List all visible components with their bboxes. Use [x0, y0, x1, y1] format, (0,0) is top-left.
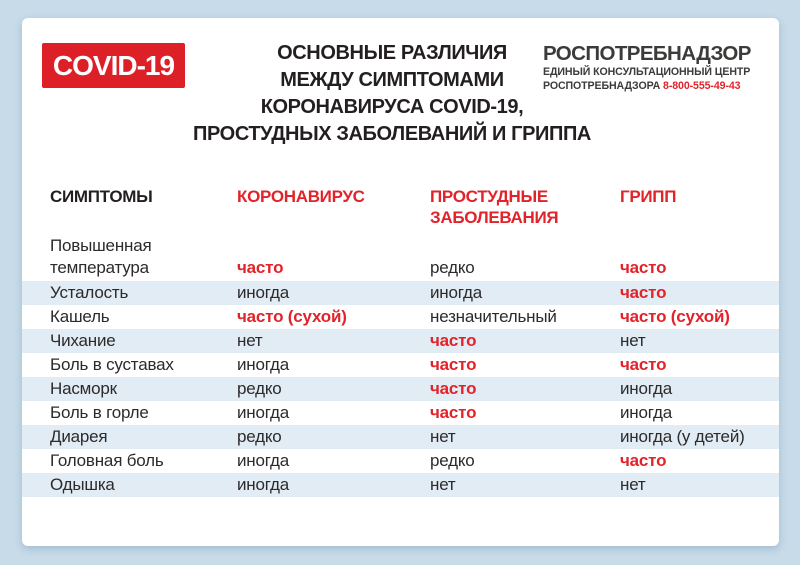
org-subtitle-line1: ЕДИНЫЙ КОНСУЛЬТАЦИОННЫЙ ЦЕНТР [543, 66, 751, 78]
table-row [22, 329, 779, 353]
cell-value: редко [430, 258, 475, 277]
table-row [22, 401, 779, 425]
cell-value: иногда [237, 451, 289, 470]
column-header: ГРИПП [620, 187, 677, 206]
cell-value: часто [430, 355, 477, 374]
table-row [22, 473, 779, 497]
title-line-3: КОРОНАВИРУСА COVID-19, [260, 96, 524, 118]
org-block [543, 42, 761, 93]
table-body [22, 233, 779, 497]
cell-value: незначительный [430, 307, 557, 326]
table-row [22, 377, 779, 401]
cell-value: нет [430, 475, 456, 494]
title-line-2: МЕЖДУ СИМПТОМАМИ [280, 69, 504, 91]
table-header-row [22, 186, 779, 233]
cell-value: нет [620, 475, 646, 494]
symptoms-comparison-table [22, 186, 779, 497]
cell-value: иногда (у детей) [620, 427, 745, 446]
title-line-1: ОСНОВНЫЕ РАЗЛИЧИЯ [277, 42, 507, 64]
cell-value: часто [430, 403, 477, 422]
cell-value: часто [430, 379, 477, 398]
cell-value: нет [430, 427, 456, 446]
column-header: СИМПТОМЫ [50, 187, 153, 206]
cell-value: иногда [237, 475, 289, 494]
cell-value: часто [620, 283, 667, 302]
cell-value: часто [620, 451, 667, 470]
cell-value: иногда [620, 403, 672, 422]
cell-value: часто [620, 355, 667, 374]
symptom-label: Боль в суставах [50, 355, 174, 374]
cell-value: нет [237, 331, 263, 350]
cell-value: иногда [430, 283, 482, 302]
org-subtitle-line2 [543, 80, 761, 94]
cell-value: часто [237, 258, 284, 277]
symptom-label: Диарея [50, 427, 108, 446]
cell-value: нет [620, 331, 646, 350]
cell-value: иногда [237, 355, 289, 374]
org-phone-number: 8-800-555-49-43 [663, 79, 741, 92]
poster-card [22, 18, 779, 546]
table-row [22, 281, 779, 305]
cell-value: редко [237, 427, 282, 446]
table-row [22, 305, 779, 329]
symptom-label: Насморк [50, 379, 117, 398]
symptom-label: Одышка [50, 475, 115, 494]
title-line-4: ПРОСТУДНЫХ ЗАБОЛЕВАНИЙ И ГРИППА [193, 123, 591, 145]
cell-value: редко [430, 451, 475, 470]
symptom-label: Головная боль [50, 451, 164, 470]
cell-value: иногда [237, 403, 289, 422]
symptom-label: Чихание [50, 331, 116, 350]
symptom-label: Боль в горле [50, 403, 149, 422]
cell-value: часто [620, 258, 667, 277]
org-subtitle-line2-prefix: РОСПОТРЕБНАДЗОРА [543, 79, 661, 92]
cell-value: часто (сухой) [620, 307, 730, 326]
symptom-label: Усталость [50, 283, 129, 302]
cell-value: иногда [620, 379, 672, 398]
cell-value: часто (сухой) [237, 307, 347, 326]
symptom-label: Кашель [50, 307, 110, 326]
covid19-badge [42, 43, 185, 88]
table-row [22, 353, 779, 377]
cell-value: редко [237, 379, 282, 398]
org-name: РОСПОТРЕБНАДЗОР [543, 42, 751, 65]
table-row [22, 233, 779, 281]
cell-value: иногда [237, 283, 289, 302]
column-header: КОРОНАВИРУС [237, 187, 365, 206]
covid19-badge-label: COVID-19 [52, 49, 175, 81]
table-row [22, 425, 779, 449]
poster-title [180, 40, 604, 148]
cell-value: часто [430, 331, 477, 350]
column-header: ПРОСТУДНЫЕ ЗАБОЛЕВАНИЯ [430, 187, 559, 227]
table-row [22, 449, 779, 473]
symptom-label: Повышенная температура [50, 236, 152, 277]
